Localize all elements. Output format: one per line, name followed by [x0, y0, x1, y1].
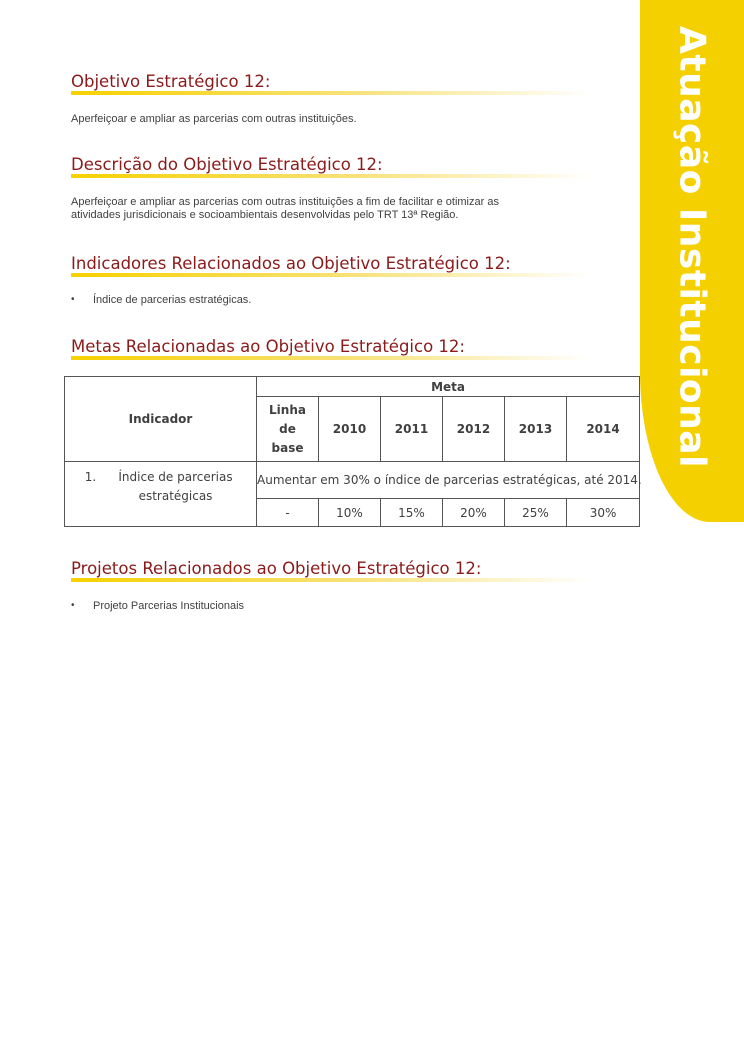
indicator-cell	[65, 462, 257, 527]
indicadores-heading: Indicadores Relacionados ao Objetivo Estratégico 12:	[71, 254, 511, 273]
value-2013: 25%	[505, 499, 567, 527]
sidebar-title-text: Atuação Institucional	[671, 26, 713, 468]
objetivo-heading: Objetivo Estratégico 12:	[71, 72, 271, 91]
year-header-2014: 2014	[567, 397, 640, 462]
baseline-header-line: Linha	[269, 402, 306, 417]
descricao-underline	[71, 174, 591, 178]
year-header-2013: 2013	[505, 397, 567, 462]
year-header-2010: 2010	[319, 397, 381, 462]
projetos-underline	[71, 578, 591, 582]
descricao-line-2: atividades jurisdicionais e socioambientais desenvolvidas pelo TRT 13ª Região.	[71, 209, 459, 221]
value-2012: 20%	[443, 499, 505, 527]
projetos-item-label: Projeto Parcerias Institucionais	[93, 600, 245, 612]
baseline-value: -	[257, 499, 319, 527]
baseline-header-line: base	[271, 440, 304, 455]
bullet-icon: •	[71, 294, 75, 305]
descricao-heading: Descrição do Objetivo Estratégico 12:	[71, 155, 383, 174]
meta-description: Aumentar em 30% o índice de parcerias estratégicas, até 2014.	[257, 462, 640, 499]
value-2010: 10%	[319, 499, 381, 527]
indicadores-item-label: Índice de parcerias estratégicas.	[93, 294, 252, 306]
sidebar-title	[640, 0, 744, 522]
indicadores-underline	[71, 273, 591, 277]
baseline-header	[257, 397, 319, 462]
indicator-number: 1.	[84, 470, 97, 484]
metas-underline	[71, 356, 591, 360]
projetos-heading: Projetos Relacionados ao Objetivo Estratégico 12:	[71, 559, 482, 578]
bullet-icon: •	[71, 600, 75, 611]
value-2011: 15%	[381, 499, 443, 527]
indicador-header: Indicador	[65, 377, 257, 462]
meta-header: Meta	[257, 377, 640, 397]
indicator-label-line: estratégicas	[138, 489, 213, 503]
year-header-2012: 2012	[443, 397, 505, 462]
objetivo-text: Aperfeiçoar e ampliar as parcerias com outras instituições.	[71, 113, 357, 125]
value-2014: 30%	[567, 499, 640, 527]
year-header-2011: 2011	[381, 397, 443, 462]
metas-heading: Metas Relacionadas ao Objetivo Estratégico 12:	[71, 337, 465, 356]
descricao-line-1: Aperfeiçoar e ampliar as parcerias com outras instituições a fim de facilitar e otimizar as	[71, 196, 499, 208]
indicator-label-line: Índice de parcerias	[118, 470, 233, 484]
metas-table	[64, 376, 640, 527]
baseline-header-line: de	[279, 421, 296, 436]
objetivo-underline	[71, 91, 591, 95]
